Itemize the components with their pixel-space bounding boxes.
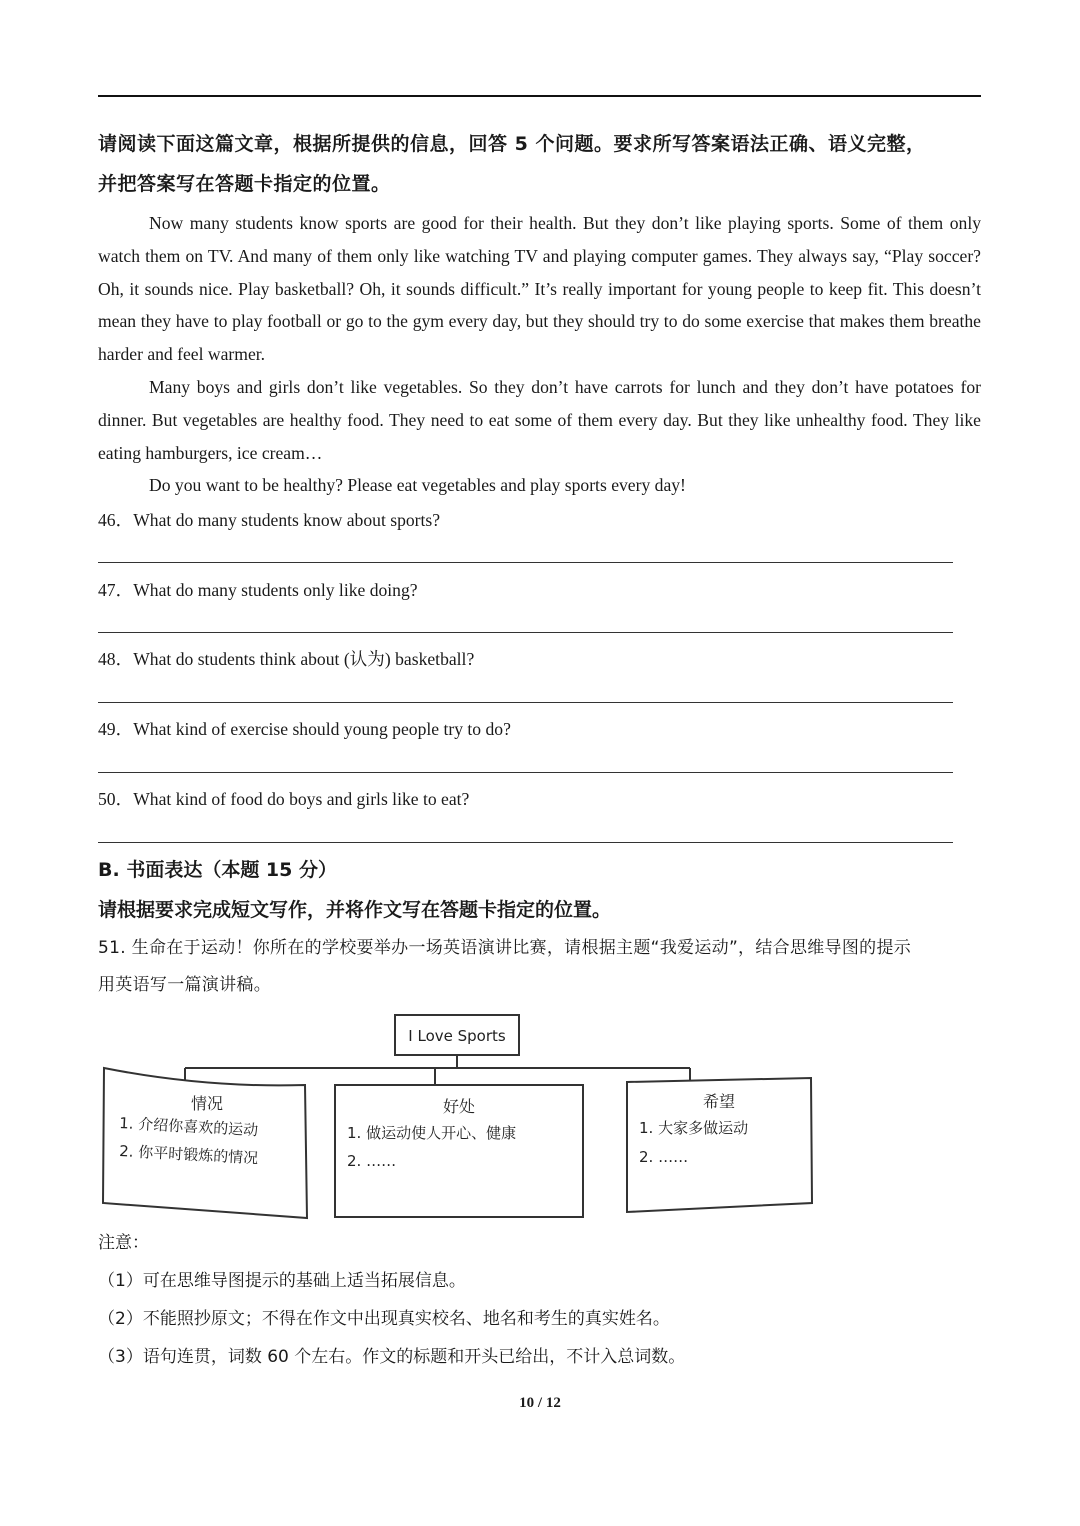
- passage-paragraph-3: Do you want to be healthy? Please eat vegetables and play sports every day!: [149, 475, 686, 496]
- question-number: 46．: [98, 510, 134, 530]
- question-text: What kind of exercise should young people try to do?: [133, 719, 511, 739]
- reading-instruction: [98, 124, 988, 204]
- box-1-heading: 情况: [190, 1094, 224, 1113]
- passage-paragraph-1: Now many students know sports are good for their health. But they don’t like playing sports. Some of them only watch them on TV. And many of them only like watching TV and playing computer games. They always say, “Play soccer? Oh, it sounds nice. Play basketball? Oh, it sounds difficult.” It’s really important for young people to keep fit. This doesn’t mean they have to play football or go to the gym every day, but they should try to do some exercise that makes them breathe harder and feel warmer.: [98, 213, 981, 365]
- answer-line-49[interactable]: [98, 772, 953, 773]
- box-3-item-1: 1. 大家多做运动: [639, 1119, 749, 1137]
- note-2: （2）不能照抄原文；不得在作文中出现真实校名、地名和考生的真实姓名。: [98, 1309, 670, 1329]
- question-number: 50．: [98, 789, 134, 809]
- writing-task: [98, 930, 983, 1004]
- box-3-heading: 希望: [702, 1092, 736, 1111]
- instruction-line-1: 请阅读下面这篇文章，根据所提供的信息，回答 5 个问题。要求所写答案语法正确、语义完整，: [98, 133, 926, 155]
- mind-map: [95, 1008, 820, 1228]
- notes-label: 注意：: [98, 1233, 149, 1253]
- box-2-heading: 好处: [442, 1097, 476, 1116]
- answer-line-50[interactable]: [98, 842, 953, 843]
- answer-line-46[interactable]: [98, 562, 953, 563]
- answer-line-48[interactable]: [98, 702, 953, 703]
- box-2-item-1: 1. 做运动使人开心、健康: [347, 1124, 517, 1142]
- question-number: 49．: [98, 719, 134, 739]
- question-47: [98, 578, 418, 602]
- question-text: What do many students know about sports?: [133, 510, 441, 530]
- mind-map-title: I Love Sports: [408, 1027, 506, 1045]
- note-3: （3）语句连贯，词数 60 个左右。作文的标题和开头已给出，不计入总词数。: [98, 1347, 686, 1367]
- question-text: What do many students only like doing?: [133, 580, 418, 600]
- task-line-1: 51. 生命在于运动！你所在的学校要举办一场英语演讲比赛，请根据主题“我爱运动”，结合思维导图的提示: [98, 938, 912, 958]
- header-rule: [98, 95, 981, 97]
- question-46: [98, 508, 440, 532]
- answer-line-47[interactable]: [98, 632, 953, 633]
- question-text: What kind of food do boys and girls like to eat?: [133, 789, 470, 809]
- section-b-instruction: 请根据要求完成短文写作，并将作文写在答题卡指定的位置。: [98, 899, 612, 921]
- passage-paragraph-2: Many boys and girls don’t like vegetables. So they don’t have carrots for lunch and they don’t have potatoes for dinner. But vegetables are healthy food. They need to eat some of them every day. But they like unhealthy food. They like eating hamburgers, ice cream…: [98, 376, 981, 463]
- box-1-item-1: 1. 介绍你喜欢的运动: [118, 1114, 259, 1140]
- box-3-item-2: 2. ……: [639, 1148, 689, 1166]
- question-text: What do students think about (认为) basketball?: [133, 649, 475, 669]
- question-48: [98, 647, 474, 671]
- box-2-item-2: 2. ……: [347, 1152, 397, 1170]
- note-1: （1）可在思维导图提示的基础上适当拓展信息。: [98, 1271, 466, 1291]
- notes: [98, 1224, 685, 1376]
- instruction-line-2: 并把答案写在答题卡指定的位置。: [98, 173, 391, 195]
- question-number: 47．: [98, 580, 134, 600]
- reading-passage: [98, 207, 981, 502]
- box-1-item-2: 2. 你平时锻炼的情况: [118, 1142, 259, 1168]
- page-number: 10 / 12: [519, 1395, 561, 1411]
- question-50: [98, 787, 469, 811]
- question-49: [98, 717, 511, 741]
- question-number: 48．: [98, 649, 134, 669]
- task-line-2: 用英语写一篇演讲稿。: [98, 975, 271, 995]
- section-b-title: B. 书面表达（本题 15 分）: [98, 859, 337, 881]
